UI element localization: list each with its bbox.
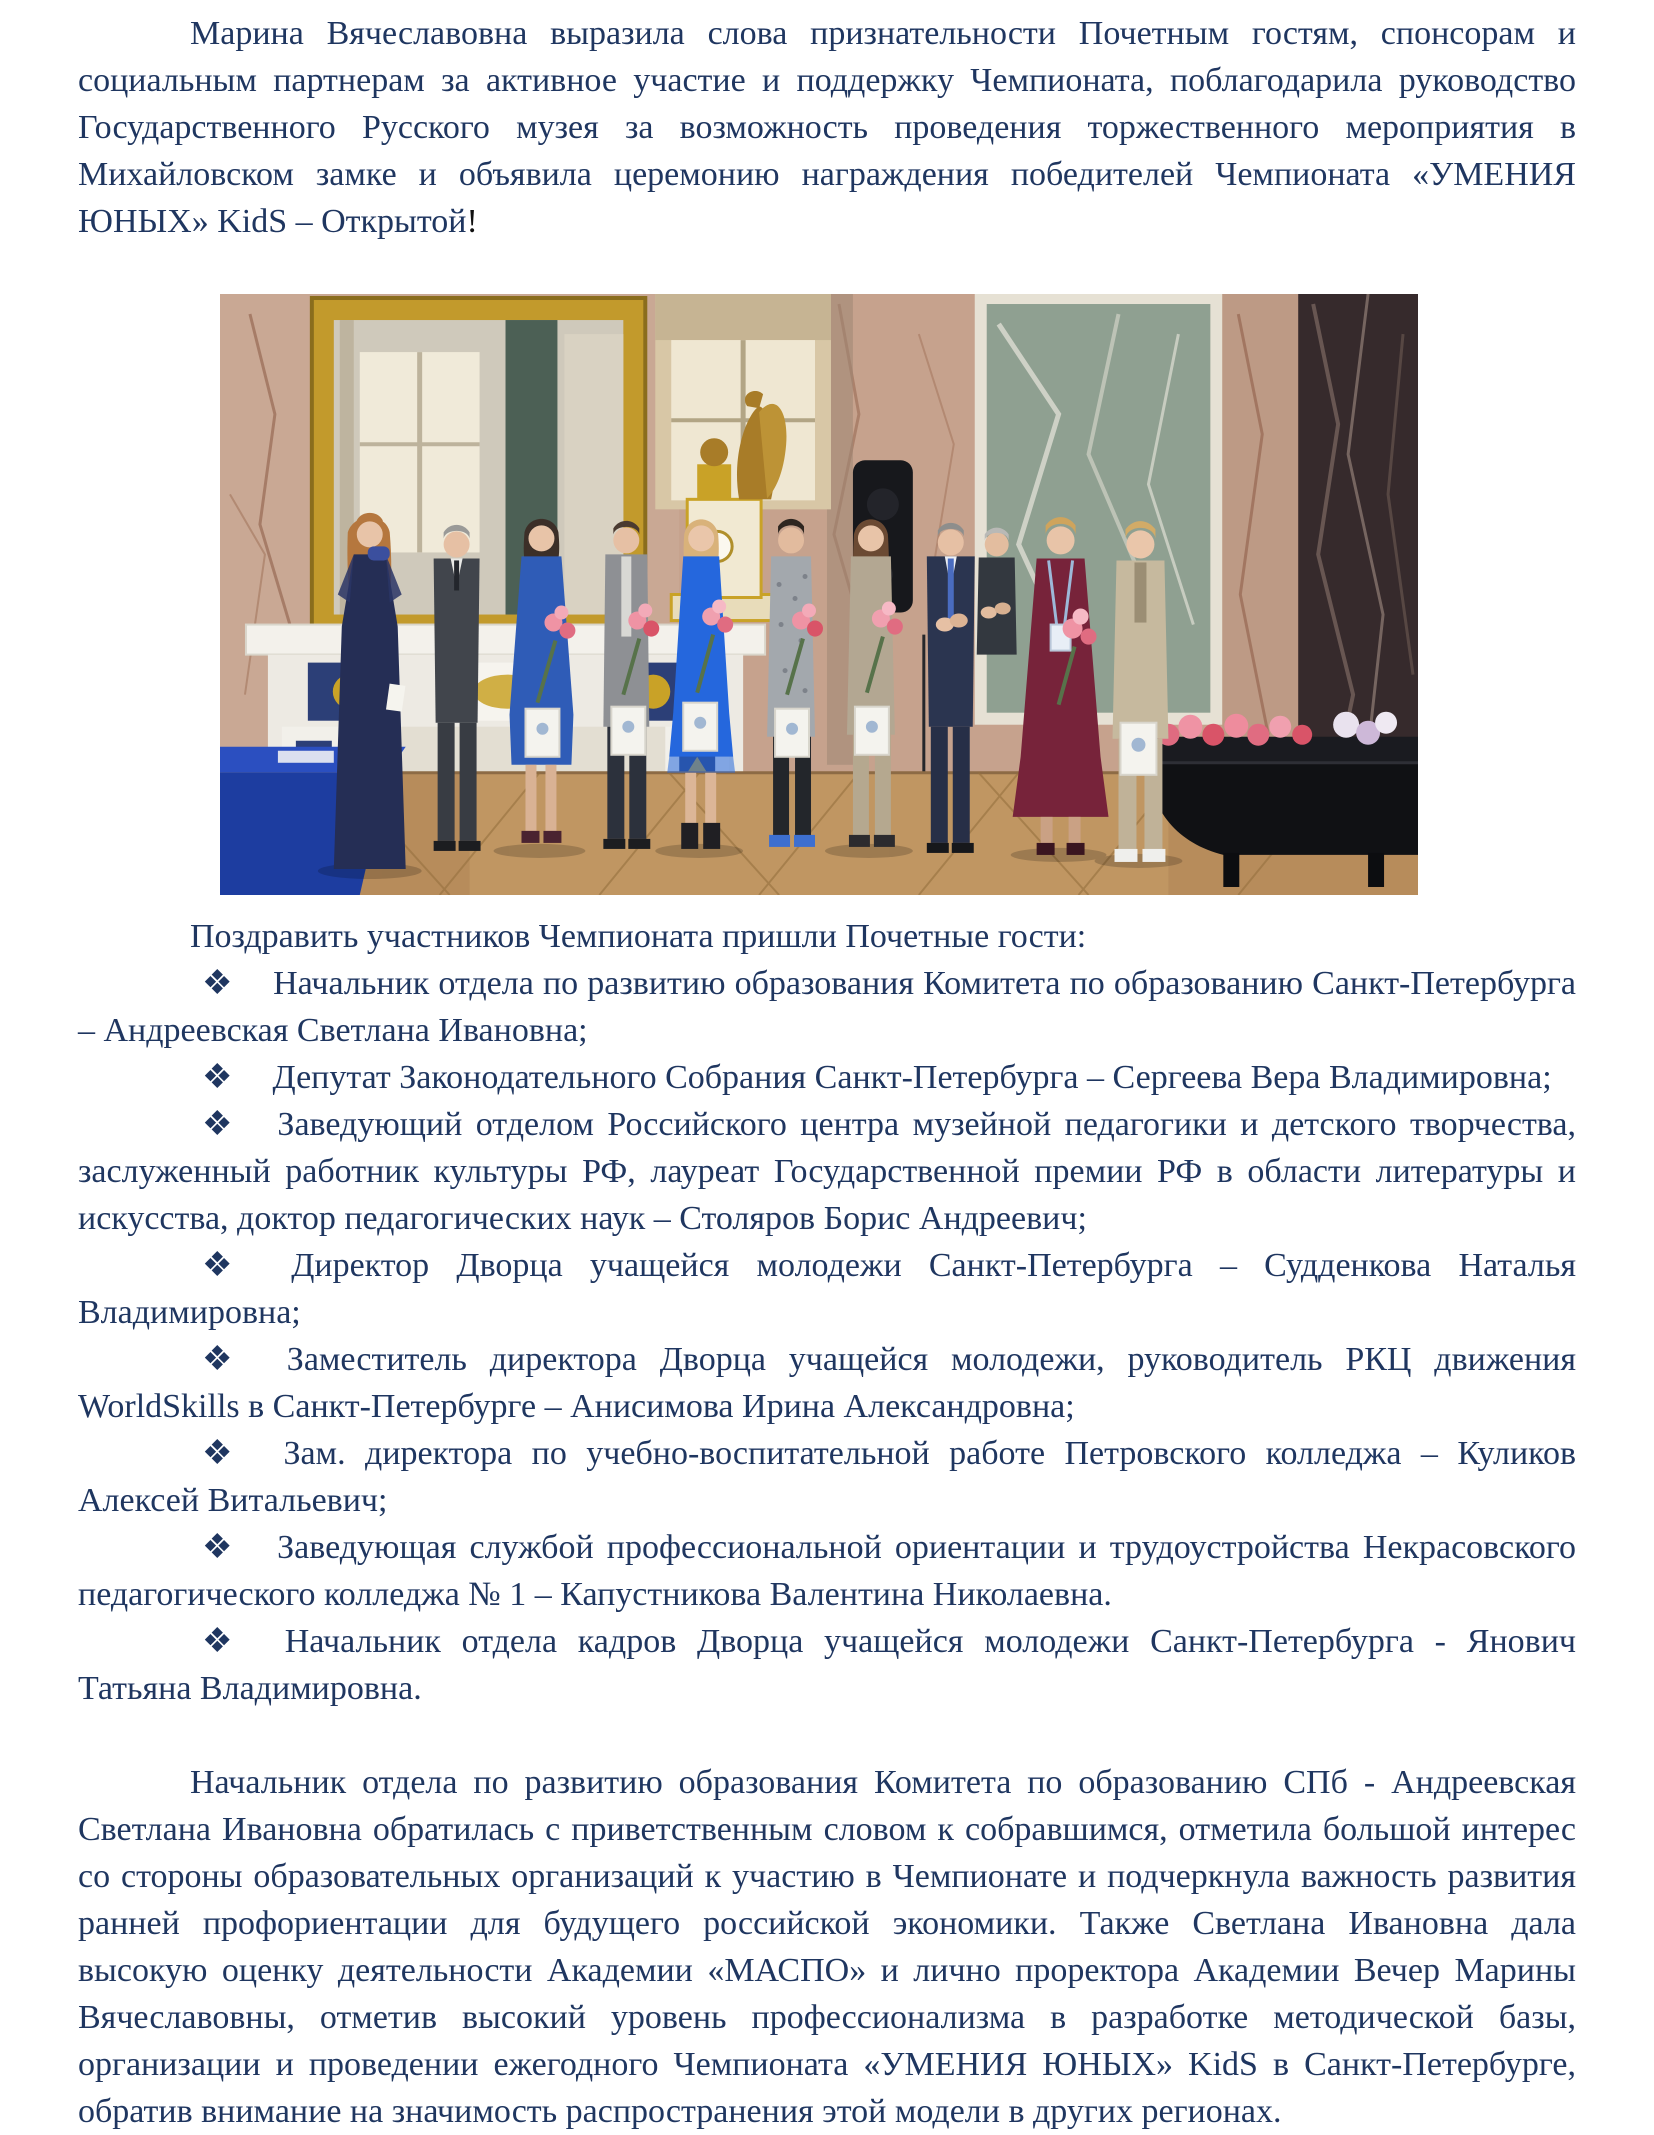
ceremony-photo (220, 294, 1418, 895)
diamond-bullet-icon: ❖ (202, 1435, 244, 1472)
guest-text: Заведующий отделом Российского центра музейной педагогики и детского творчества, заслуженный работник культуры РФ, лауреат Государственной премии РФ в области литературы и искусства, доктор педагогических наук – Столяров Борис Андреевич; (78, 1106, 1576, 1237)
guest-item (78, 1054, 1576, 1101)
guest-text: Заместитель директора Дворца учащейся молодежи, руководитель РКЦ движения WorldSkills в Санкт-Петербурге – Анисимова Ирина Александровна; (78, 1341, 1576, 1425)
diamond-bullet-icon: ❖ (202, 1059, 233, 1096)
guest-item (78, 1430, 1576, 1524)
diamond-bullet-icon: ❖ (202, 965, 234, 1002)
green-marble-panel (975, 294, 1223, 725)
guest-item (78, 1524, 1576, 1618)
ceremony-photo-graphic (220, 294, 1418, 895)
diamond-bullet-icon: ❖ (202, 1106, 238, 1143)
guest-item (78, 1101, 1576, 1242)
intro-line: Поздравить участников Чемпионата пришли Почетные гости: (190, 918, 1087, 955)
guest-item (78, 1618, 1576, 1712)
diamond-bullet-icon: ❖ (202, 1341, 247, 1378)
diamond-bullet-icon: ❖ (202, 1247, 252, 1284)
diamond-bullet-icon: ❖ (202, 1529, 238, 1566)
paragraph-closing: Начальник отдела по развитию образования Комитета по образованию СПб - Андреевская Светлана Ивановна обратилась с приветственным словом к собравшимся, отметила большой интерес со стороны образовательных организаций к участию в Чемпионате и подчеркнула важность развития ранней профориентации для будущего российской экономики. Также Светлана Ивановна дала высокую оценку деятельности Академии «МАСПО» и лично проректора Академии Вечер Марины Вячеславовны, отметив высокий уровень профессионализма в разработке методической базы, организации и проведении ежегодного Чемпионата «УМЕНИЯ ЮНЫХ» KidS в Санкт-Петербурге, обратив внимание на значимость распространения этой модели в других регионах. (78, 1764, 1576, 2130)
guest-item (78, 1336, 1576, 1430)
guest-text: Начальник отдела кадров Дворца учащейся молодежи Санкт-Петербурга - Янович Татьяна Владимировна. (78, 1623, 1576, 1707)
diamond-bullet-icon: ❖ (202, 1623, 245, 1660)
opening-text: Марина Вячеславовна выразила слова признательности Почетным гостям, спонсорам и социальным партнерам за активное участие и поддержку Чемпионата, поблагодарила руководство Государственного Русского музея за возможность проведения торжественного мероприятия в Михайловском замке и объявила церемонию награждения победителей Чемпионата «УМЕНИЯ ЮНЫХ» KidS – Открытой (78, 15, 1576, 240)
guest-text: Директор Дворца учащейся молодежи Санкт-Петербурга – Судденкова Наталья Владимировна; (78, 1247, 1576, 1331)
guest-text: Зам. директора по учебно-воспитательной работе Петровского колледжа – Куликов Алексей Витальевич; (78, 1435, 1577, 1519)
guest-item (78, 1242, 1576, 1336)
guest-text: Заведующая службой профессиональной ориентации и трудоустройства Некрасовского педагогического колледжа № 1 – Капустникова Валентина Николаевна. (78, 1529, 1576, 1613)
guest-item (78, 960, 1576, 1054)
paragraph-opening (78, 10, 1576, 245)
guest-text: Начальник отдела по развитию образования Комитета по образованию Санкт-Петербурга – Андреевская Светлана Ивановна; (78, 965, 1577, 1049)
opening-exclamation: ! (466, 203, 478, 240)
guest-text: Депутат Законодательного Собрания Санкт-Петербурга – Сергеева Вера Владимировна; (272, 1059, 1552, 1096)
